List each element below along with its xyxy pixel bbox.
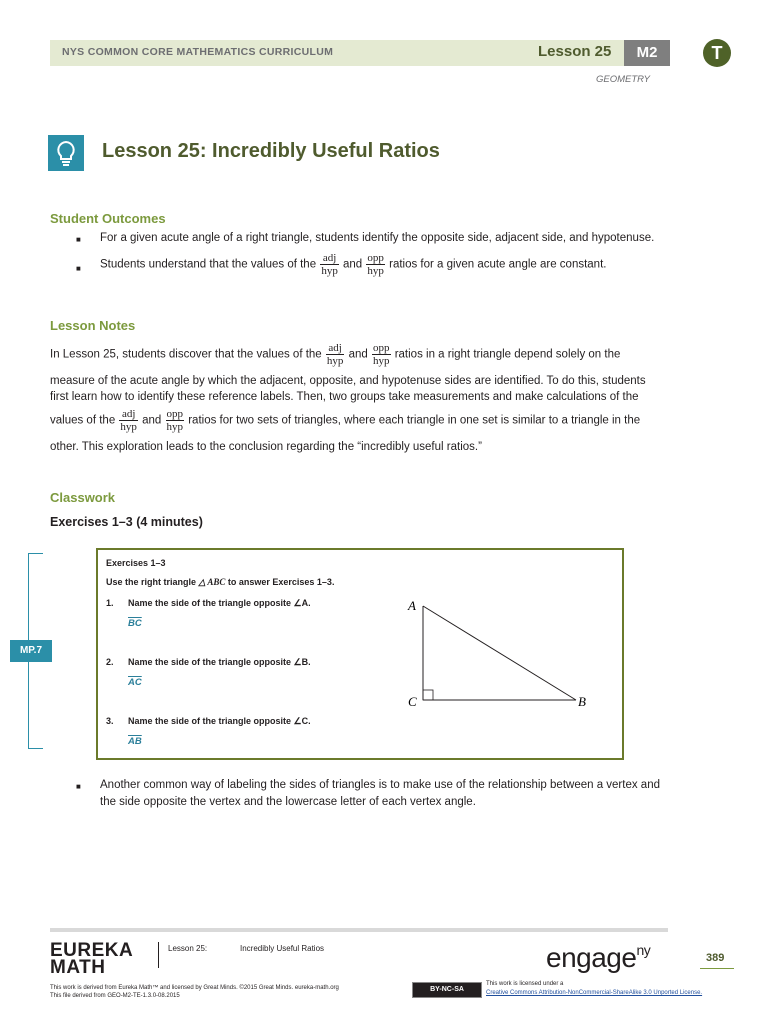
notes-text: In Lesson 25, students discover that the values of the [50,348,322,361]
exercise-1-question: Name the side of the triangle opposite ∠A. [128,598,311,608]
footer-lesson-title: Incredibly Useful Ratios [240,944,325,953]
exercise-3-answer: $\overline{AB}$ [128,736,142,747]
ny-text: ny [636,942,651,958]
vertex-b-label: B [578,694,586,709]
subject-label: GEOMETRY [596,74,651,85]
engage-text: engage [546,942,637,973]
vertex-a-label: A [408,598,416,613]
license-link[interactable]: Creative Commons Attribution-NonCommercial-ShareAlike 3.0 Unported License. [486,990,703,996]
intro-math: △ ABC [198,577,226,587]
eureka-math-logo [50,942,133,976]
labeling-bullet-line-2: the side opposite the vertex and the lowercase letter of each vertex angle. [100,796,476,808]
notes-text: and [348,348,368,361]
exercise-1-answer: $\overline{BC}$ [128,618,142,629]
footer-lesson: Lesson 25: [168,944,208,953]
labeling-bullet-line-1: Another common way of labeling the sides of triangles is to make use of the relationship between a vertex and [100,779,660,791]
logo-line-1: EUREKA [50,940,134,961]
lesson-notes-line-2: measure of the acute angle by which the adjacent, opposite, and hypotenuse sides are identified. To do this, students [50,375,646,387]
exercise-3-number: 3. [106,716,114,726]
lesson-notes-line-1 [50,342,670,367]
opp-hyp-fraction: $\frac{\text{opp}}{\text{hyp}}$ [373,342,390,367]
logo-line-2: MATH [50,957,106,978]
lesson-notes-heading: Lesson Notes [50,318,136,333]
outcome-bullet-2-and: and [343,258,363,271]
footer-file-note: This file derived from GEO-M2-TE-1.3.0-08.2015 [50,993,180,999]
exercise-1-number: 1. [106,598,114,608]
exercise-2-question: Name the side of the triangle opposite ∠B. [128,657,311,667]
notes-text: ratios in a right triangle depend solely on the [394,348,621,361]
exercise-box [96,548,624,760]
exercise-title: Exercises 1–3 (4 minutes) [50,515,203,529]
vertex-c-label: C [408,694,417,709]
lesson-notes-line-5: other. This exploration leads to the conclusion regarding the “incredibly useful ratios.” [50,441,482,453]
bullet-marker: ■ [76,235,81,244]
opp-hyp-fraction: $\frac{\text{opp}}{\text{hyp}}$ [367,252,384,277]
notes-text: values of the [50,414,116,427]
exercise-intro [106,577,334,588]
opp-hyp-fraction: $\frac{\text{opp}}{\text{hyp}}$ [166,408,184,433]
footer-divider [50,928,668,932]
curriculum-label: NYS COMMON CORE MATHEMATICS CURRICULUM [62,46,334,58]
page-title: Lesson 25: Incredibly Useful Ratios [102,140,440,162]
right-angle-marker [423,690,433,700]
adj-hyp-fraction: $\frac{\text{adj}}{\text{hyp}}$ [326,342,344,367]
exercise-box-title: Exercises 1–3 [106,558,166,568]
classwork-heading: Classwork [50,490,116,505]
outcome-bullet-2 [100,252,670,277]
lesson-label: Lesson 25 [538,43,612,60]
creative-commons-badge: BY-NC-SA [412,982,482,998]
exercise-2-number: 2. [106,657,114,667]
module-badge: M2 [624,40,670,66]
footer-separator [158,942,159,968]
bullet-marker: ■ [76,782,81,791]
adj-hyp-fraction: $\frac{\text{adj}}{\text{hyp}}$ [120,408,137,433]
outcome-bullet-1: For a given acute angle of a right triangle, students identify the opposite side, adjacent side, and hypotenuse. [100,232,655,244]
license-text: This work is licensed under a [486,981,564,987]
outcome-bullet-2-post: ratios for a given acute angle are constant. [389,258,607,271]
exercise-3-question: Name the side of the triangle opposite ∠C. [128,716,311,726]
footer-derived-note: This work is derived from Eureka Math™ and licensed by Great Minds. ©2015 Great Minds. eureka-math.org [50,985,339,991]
lesson-notes-line-4 [50,408,670,433]
mp-tag: MP.7 [10,640,52,662]
engageny-logo [546,942,650,974]
adj-hyp-fraction: $\frac{\text{adj}}{\text{hyp}}$ [321,252,338,277]
right-triangle-diagram [398,590,598,710]
notes-text: and [142,414,162,427]
intro-text: Use the right triangle [106,577,199,587]
page-number-underline [700,968,734,969]
teacher-edition-badge: T [703,39,731,67]
exercise-2-answer: $\overline{AC}$ [128,677,142,688]
student-outcomes-heading: Student Outcomes [50,211,166,226]
notes-text: ratios for two sets of triangles, where each triangle in one set is similar to a triangle in the [188,414,641,427]
triangle-side-ab [423,606,576,700]
intro-text: to answer Exercises 1–3. [225,577,335,587]
lesson-notes-line-3: first learn how to identify these reference labels. Then, two groups take measurements and make calculations of the [50,391,639,403]
page-number: 389 [706,952,725,964]
outcome-bullet-2-pre: Students understand that the values of the [100,258,317,271]
bullet-marker: ■ [76,264,81,273]
lightbulb-icon [48,135,84,171]
